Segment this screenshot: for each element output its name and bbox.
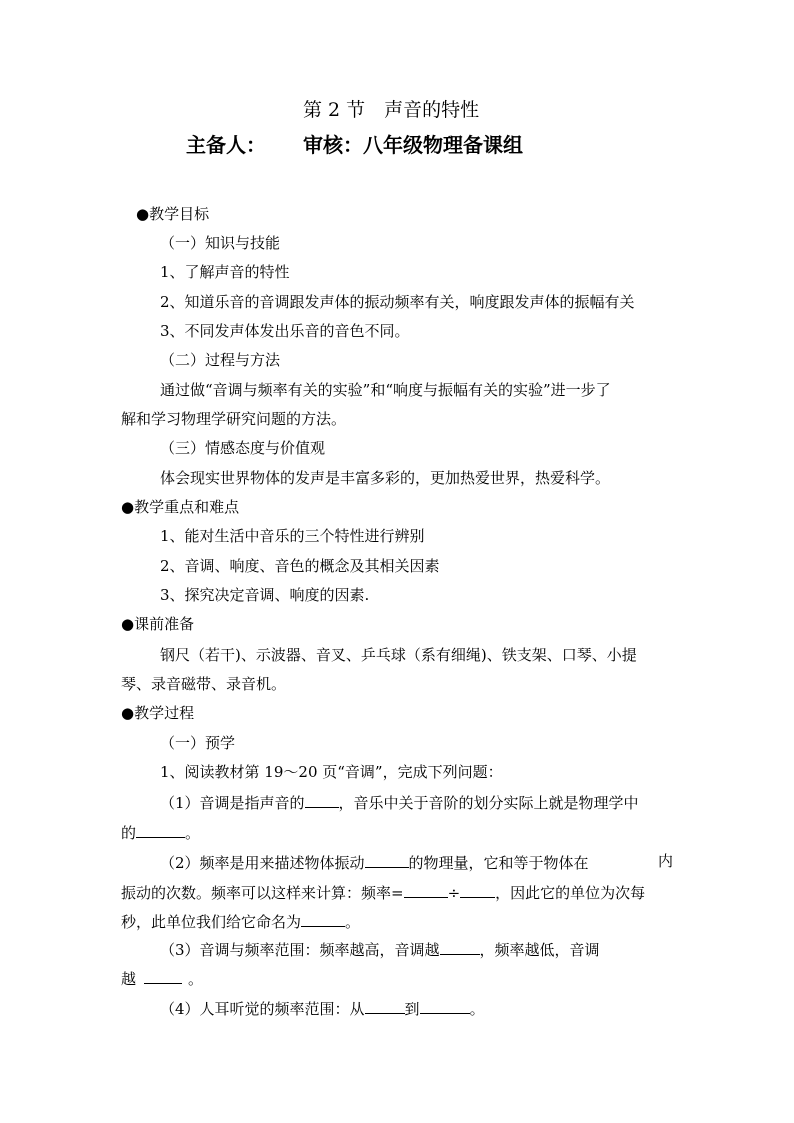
key-point-item: 2、音调、响度、音色的概念及其相关因素 <box>160 557 440 575</box>
reviewer-label: 审核：八年级物理备课组 <box>303 133 523 157</box>
answer-blank[interactable] <box>365 851 409 868</box>
question-text: 的 <box>121 824 137 842</box>
subheading-process: （二）过程与方法 <box>160 351 281 369</box>
answer-blank[interactable] <box>136 821 185 838</box>
process-text: 通过做“音调与频率有关的实验”和“响度与振幅有关的实验”进一步了 <box>160 381 611 399</box>
page-title: 第 2 节 声音的特性 <box>303 99 480 121</box>
subheading-knowledge: （一）知识与技能 <box>160 234 281 252</box>
key-point-item: 3、探究决定音调、响度的因素. <box>160 586 370 604</box>
question-text: 振动的次数。频率可以这样来计算：频率= <box>121 884 404 902</box>
goal-item: 3、不同发声体发出乐音的音色不同。 <box>160 322 410 340</box>
subheading-preview: （一）预学 <box>160 734 236 752</box>
preparer-label: 主备人： <box>186 133 266 157</box>
question-3-line <box>160 938 600 960</box>
answer-blank[interactable] <box>440 938 480 955</box>
answer-blank[interactable] <box>460 881 495 898</box>
section-heading-process: ●教学过程 <box>121 704 195 722</box>
question-text: ，音乐中关于音阶的划分实际上就是物理学中 <box>338 794 639 812</box>
answer-blank[interactable] <box>365 997 405 1014</box>
question-text: ÷ <box>447 884 461 902</box>
question-1-line <box>121 821 200 843</box>
answer-blank[interactable] <box>144 967 182 984</box>
question-2-line <box>121 910 360 932</box>
question-text: ，因此它的单位为次每 <box>495 884 646 902</box>
subheading-attitude: （三）情感态度与价值观 <box>160 439 326 457</box>
question-text: （2）频率是用来描述物体振动 <box>160 854 365 872</box>
question-3-line <box>121 967 203 989</box>
question-text: 的物理量，它和等于物体在 <box>408 854 589 872</box>
question-text: 。 <box>188 970 204 988</box>
prep-text: 钢尺（若干)、示波器、音叉、乒乓球（系有细绳)、铁支架、口琴、小提 <box>160 646 637 664</box>
question-2-suffix: 内 <box>658 852 674 870</box>
prep-text: 琴、录音磁带、录音机。 <box>121 675 287 693</box>
question-2-line <box>121 881 645 903</box>
question-text: （4）人耳听觉的频率范围：从 <box>160 1000 365 1018</box>
question-text: 。 <box>185 824 201 842</box>
attitude-text: 体会现实世界物体的发声是丰富多彩的，更加热爱世界，热爱科学。 <box>160 469 611 487</box>
answer-blank[interactable] <box>404 881 448 898</box>
question-text: （1）音调是指声音的 <box>160 794 305 812</box>
question-text: 。 <box>469 1000 485 1018</box>
question-text: 。 <box>345 913 361 931</box>
goal-item: 1、了解声音的特性 <box>160 263 290 281</box>
question-text: ，频率越低，音调 <box>479 941 600 959</box>
goal-item: 2、知道乐音的音调跟发声体的振动频率有关，响度跟发声体的振幅有关 <box>160 293 635 311</box>
answer-blank[interactable] <box>420 997 470 1014</box>
answer-blank[interactable] <box>301 910 345 927</box>
question-4-line <box>160 997 485 1019</box>
reading-instruction: 1、阅读教材第 19～20 页“音调”，完成下列问题： <box>160 763 503 781</box>
question-2-line <box>160 851 589 873</box>
question-1-line <box>160 791 639 813</box>
section-heading-goals: ●教学目标 <box>136 205 210 223</box>
question-text: （3）音调与频率范围：频率越高，音调越 <box>160 941 440 959</box>
answer-blank[interactable] <box>305 791 339 808</box>
process-text: 解和学习物理学研究问题的方法。 <box>121 410 347 428</box>
question-text: 越 <box>121 970 137 988</box>
question-text: 到 <box>404 1000 420 1018</box>
key-point-item: 1、能对生活中音乐的三个特性进行辨别 <box>160 527 425 545</box>
section-heading-prep: ●课前准备 <box>121 615 195 633</box>
question-text: 秒，此单位我们给它命名为 <box>121 913 302 931</box>
section-heading-key-points: ●教学重点和难点 <box>121 498 240 516</box>
